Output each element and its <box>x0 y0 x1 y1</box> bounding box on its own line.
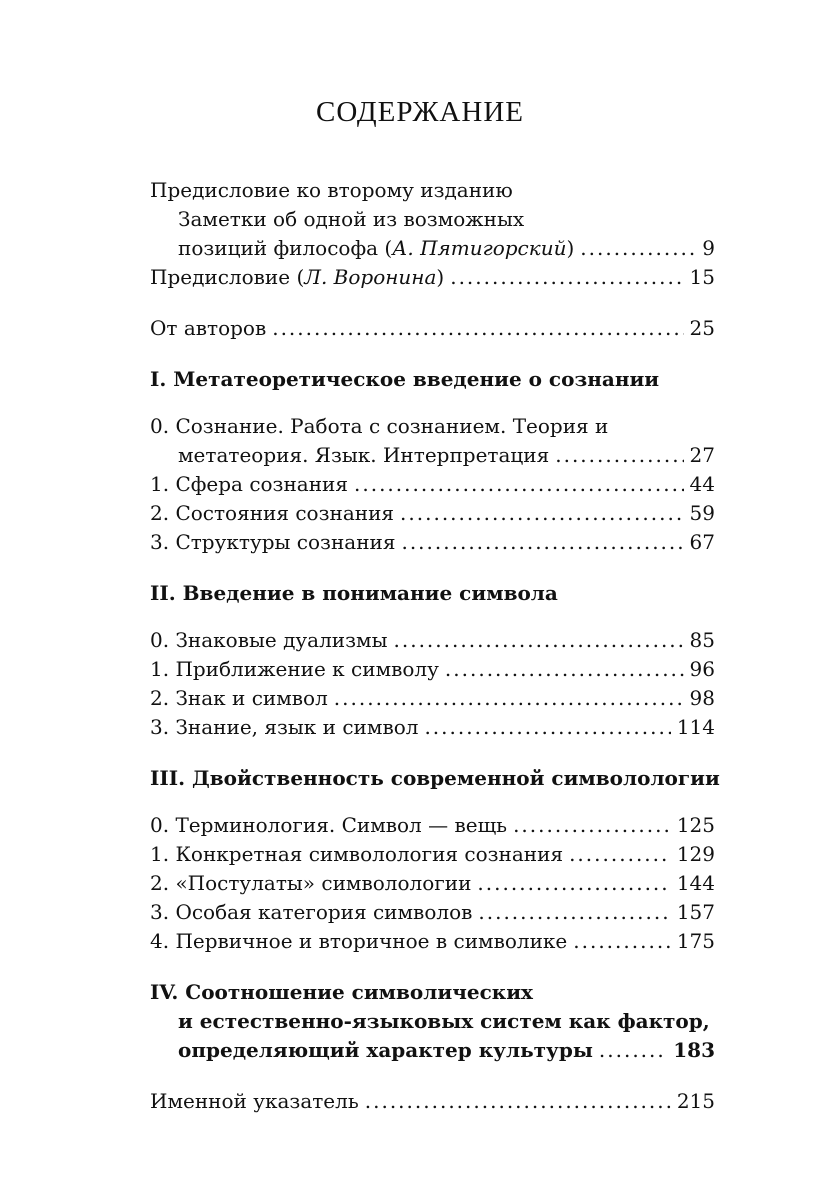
dot-leader <box>599 1036 667 1065</box>
dot-leader <box>569 840 671 869</box>
page-number: 25 <box>689 316 715 340</box>
entry-title-line: Предисловие (Л. Воронина) <box>150 265 445 289</box>
entry-title-line: 1. Конкретная символология сознания <box>150 842 564 866</box>
toc-entry[interactable] <box>150 499 715 528</box>
section-heading: и естественно-языковых систем как фактор, <box>178 1009 710 1033</box>
page-number: 144 <box>676 871 715 895</box>
page-number: 85 <box>689 628 715 652</box>
toc-entry[interactable] <box>150 412 715 470</box>
toc-entry[interactable] <box>150 869 715 898</box>
toc-section-heading[interactable] <box>150 764 720 793</box>
page-number: 67 <box>689 530 715 554</box>
section-heading: I. Метатеоретическое введение о сознании <box>150 367 660 391</box>
entry-title-line: 1. Приближение к символу <box>150 657 439 681</box>
page-number: 157 <box>676 900 715 924</box>
toc-entry-name-index[interactable] <box>150 1087 715 1116</box>
entry-title-line: От авторов <box>150 316 267 340</box>
section-heading: II. Введение в понимание символа <box>150 581 558 605</box>
dot-leader <box>272 314 683 343</box>
entry-title-line: 0. Терминология. Символ — вещь <box>150 813 508 837</box>
page-number: 114 <box>676 715 715 739</box>
toc-entry-preface-second-edition[interactable] <box>150 176 715 263</box>
dot-leader <box>334 684 684 713</box>
toc-section-heading[interactable] <box>150 365 715 394</box>
dot-leader <box>445 655 684 684</box>
toc-entry-from-authors[interactable] <box>150 314 715 343</box>
page-number: 96 <box>689 657 715 681</box>
page-number: 98 <box>689 686 715 710</box>
toc-entry[interactable] <box>150 470 715 499</box>
page-number: 175 <box>676 929 715 953</box>
entry-title-line: 0. Сознание. Работа с сознанием. Теория и <box>150 414 609 438</box>
toc-section-heading[interactable] <box>150 579 715 608</box>
toc-entry[interactable] <box>150 528 715 557</box>
section-heading: определяющий характер культуры <box>178 1038 593 1062</box>
page-number: 9 <box>702 236 715 260</box>
section-heading: III. Двойственность современной символологии <box>150 766 720 790</box>
toc-entry[interactable] <box>150 840 715 869</box>
page-number: 59 <box>689 501 715 525</box>
toc-entry[interactable] <box>150 713 715 742</box>
entry-title-line: 1. Сфера сознания <box>150 472 348 496</box>
entry-author: Л. Воронина <box>304 265 437 289</box>
toc-entry-preface[interactable] <box>150 263 715 292</box>
entry-title-line: Предисловие ко второму изданию <box>150 178 513 202</box>
page-number: 215 <box>676 1089 715 1113</box>
toc-entry[interactable] <box>150 626 715 655</box>
toc-entry[interactable] <box>150 898 715 927</box>
dot-leader <box>394 626 684 655</box>
dot-leader <box>354 470 684 499</box>
entry-title-line: Именной указатель <box>150 1089 359 1113</box>
entry-title-line: метатеория. Язык. Интерпретация <box>178 443 550 467</box>
toc-entry[interactable] <box>150 927 715 956</box>
page-number: 44 <box>689 472 715 496</box>
entry-title-line: 3. Особая категория символов <box>150 900 473 924</box>
entry-title-line: 0. Знаковые дуализмы <box>150 628 388 652</box>
toc-entry[interactable] <box>150 811 715 840</box>
page-title: СОДЕРЖАНИЕ <box>316 96 524 128</box>
table-of-contents <box>150 176 720 1116</box>
entry-title-line: позиций философа (А. Пятигорский) <box>178 236 575 260</box>
dot-leader <box>513 811 671 840</box>
entry-title-line: 2. «Постулаты» символологии <box>150 871 472 895</box>
entry-title-line: 3. Структуры сознания <box>150 530 396 554</box>
dot-leader <box>401 528 683 557</box>
entry-author: А. Пятигорский <box>392 236 567 260</box>
toc-section-heading[interactable] <box>150 978 715 1065</box>
dot-leader <box>477 869 670 898</box>
page-number: 183 <box>673 1038 715 1062</box>
entry-title-line: Заметки об одной из возможных <box>178 207 525 231</box>
toc-entry[interactable] <box>150 684 715 713</box>
page-number: 15 <box>689 265 715 289</box>
dot-leader <box>478 898 670 927</box>
dot-leader <box>580 234 696 263</box>
toc-entry[interactable] <box>150 655 715 684</box>
dot-leader <box>400 499 684 528</box>
dot-leader <box>573 927 671 956</box>
page-number: 125 <box>676 813 715 837</box>
entry-title-line: 4. Первичное и вторичное в символике <box>150 929 568 953</box>
dot-leader <box>365 1087 671 1116</box>
dot-leader <box>555 441 683 470</box>
page-number: 129 <box>676 842 715 866</box>
page-number: 27 <box>689 443 715 467</box>
entry-title-line: 2. Знак и символ <box>150 686 328 710</box>
dot-leader <box>450 263 683 292</box>
entry-title-line: 2. Состояния сознания <box>150 501 395 525</box>
section-heading: IV. Соотношение символических <box>150 980 533 1004</box>
entry-title-line: 3. Знание, язык и символ <box>150 715 419 739</box>
dot-leader <box>424 713 670 742</box>
